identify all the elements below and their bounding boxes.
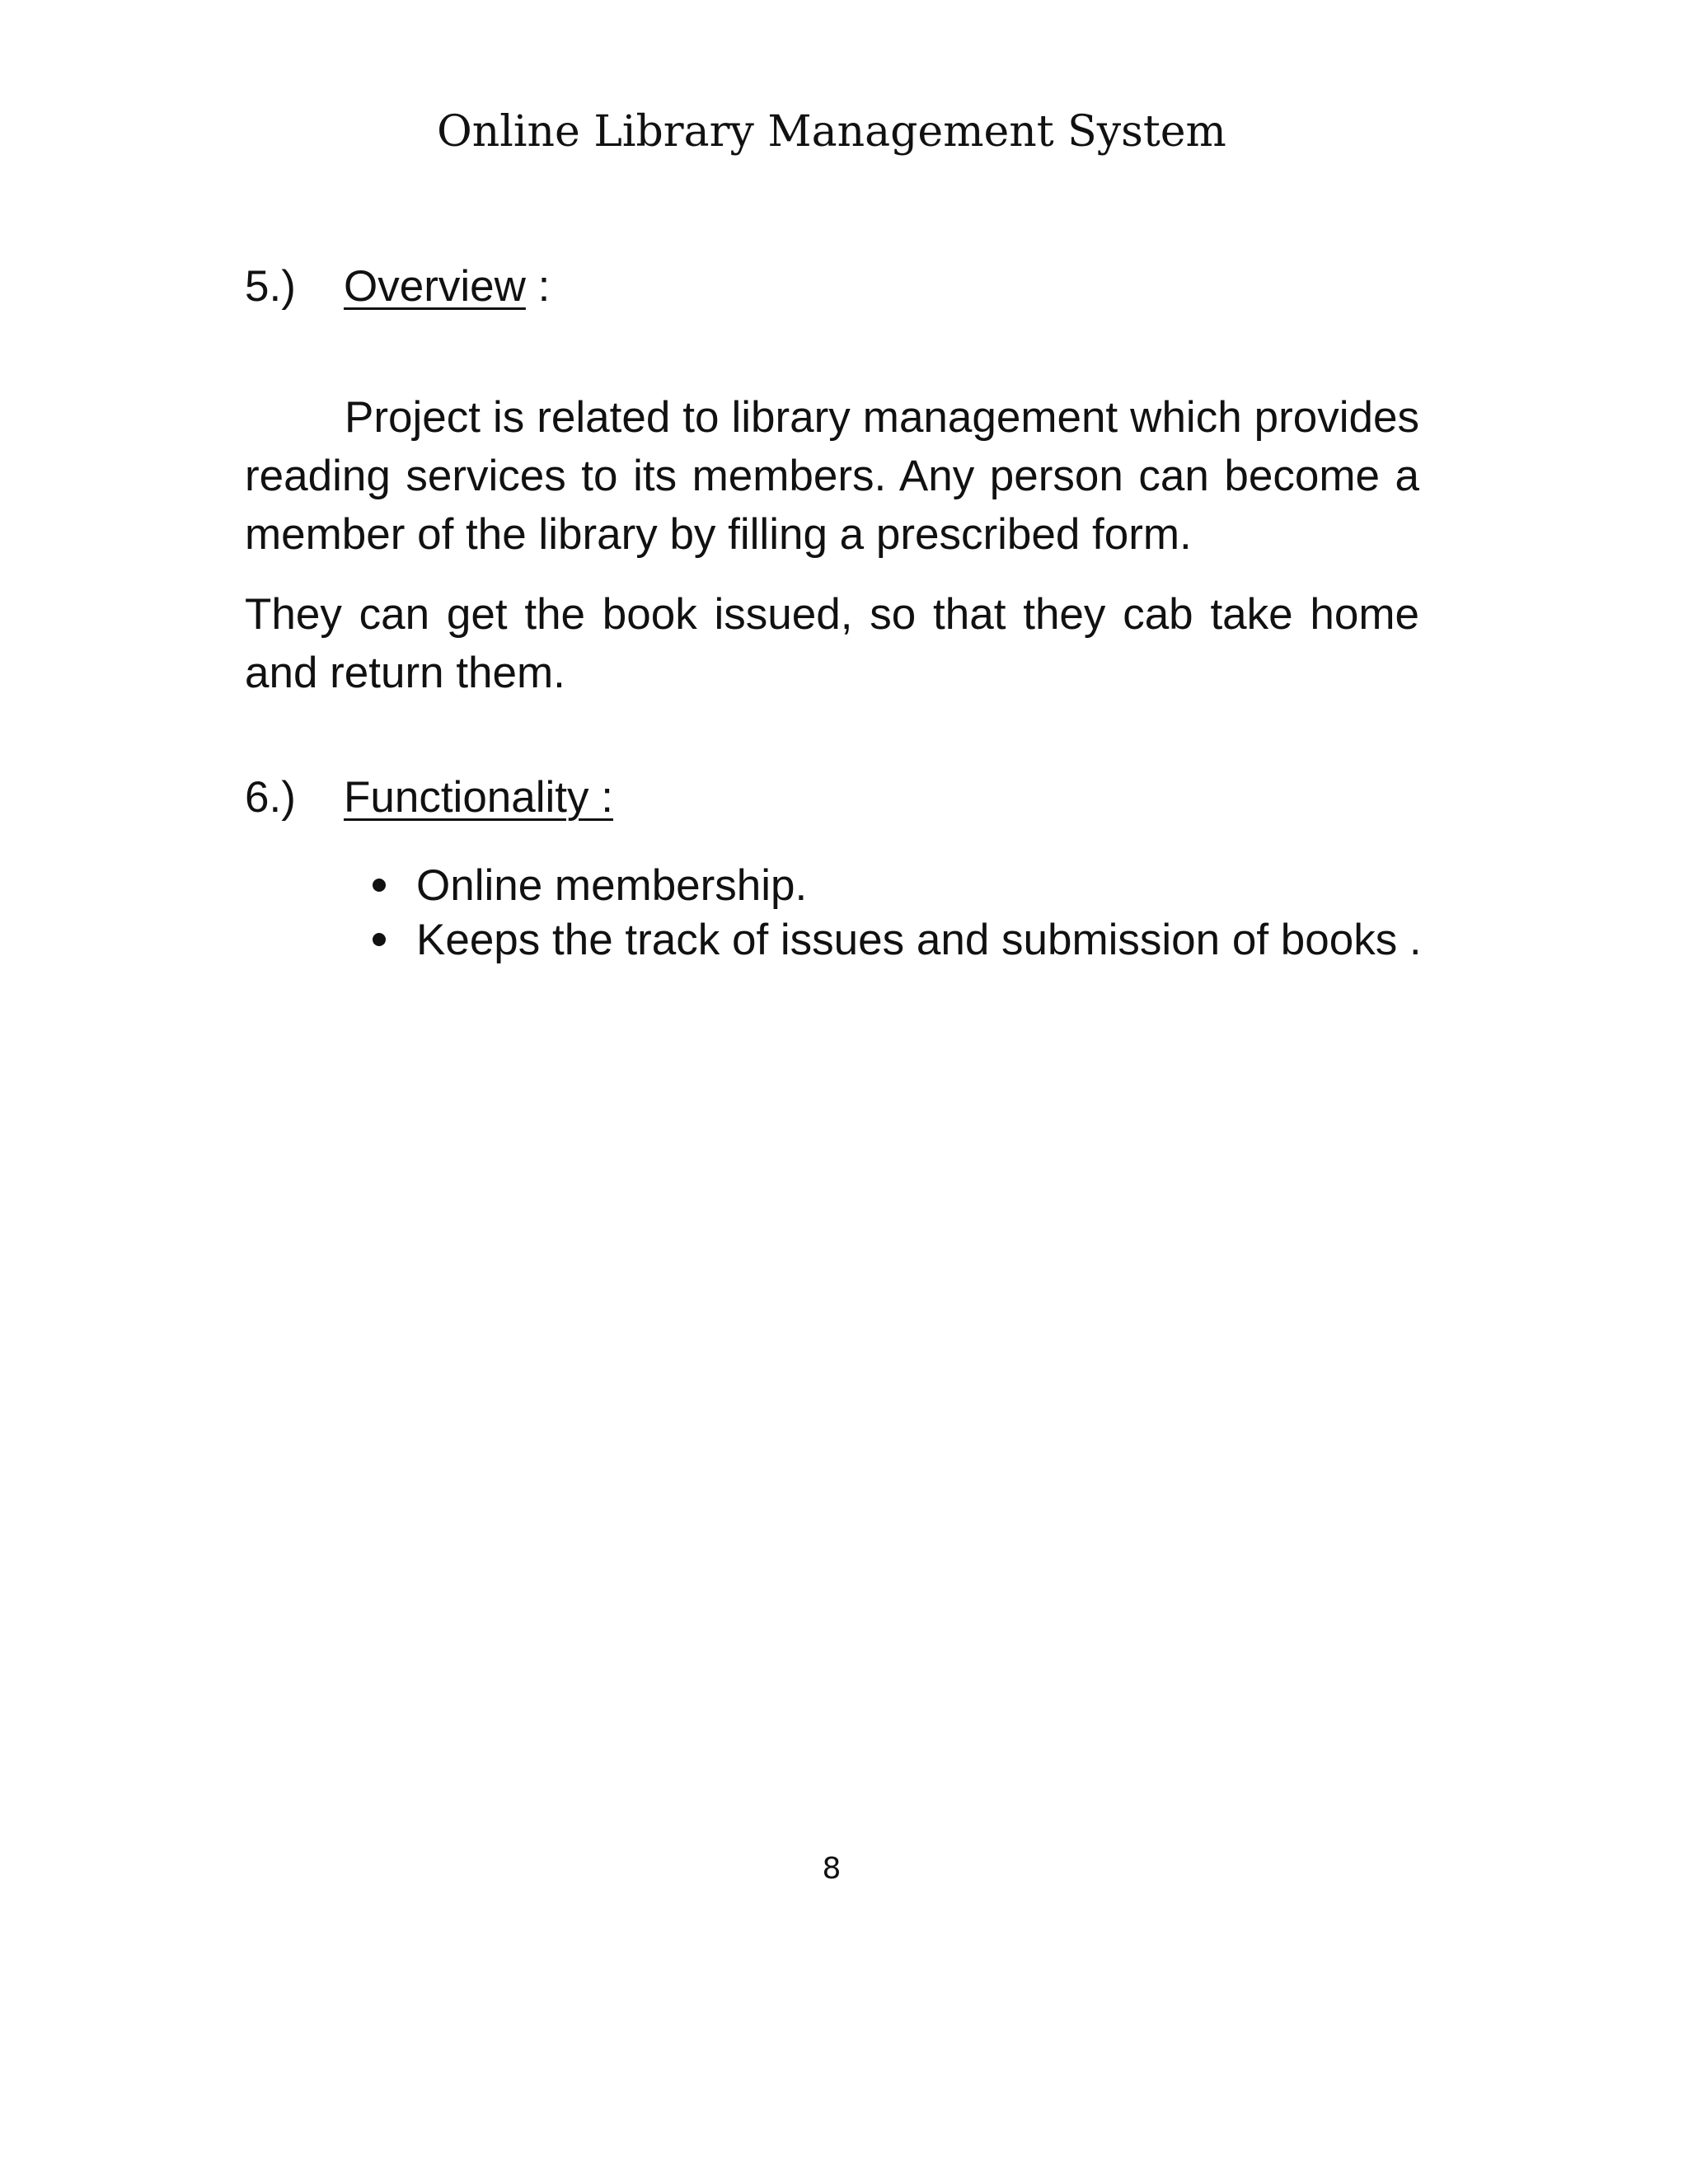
overview-heading bbox=[245, 260, 550, 313]
overview-paragraph: Project is related to library management which provides reading services to its members. Any person can become a member of the library by filling a prescribed form. bbox=[245, 393, 1419, 559]
section-title: Overview bbox=[344, 262, 526, 311]
running-header: Online Library Management System bbox=[437, 107, 1226, 157]
section-title: Functionality : bbox=[344, 773, 613, 822]
section-number: 6.) bbox=[245, 773, 296, 822]
list-item-text: Keeps the track of issues and submission of books . bbox=[416, 916, 1422, 964]
overview-paragraph: They can get the book issued, so that they cab take home and return them. bbox=[245, 590, 1419, 697]
list-item-text: Online membership. bbox=[416, 861, 808, 910]
section-number: 5.) bbox=[245, 262, 296, 311]
bullet-icon bbox=[373, 933, 386, 946]
functionality-list bbox=[363, 859, 1422, 968]
list-item bbox=[363, 913, 1422, 968]
bullet-icon bbox=[373, 879, 386, 892]
list-item bbox=[363, 859, 1422, 913]
page-number: 8 bbox=[822, 1852, 842, 1886]
functionality-heading bbox=[245, 771, 613, 824]
section-title-suffix: : bbox=[525, 262, 551, 311]
